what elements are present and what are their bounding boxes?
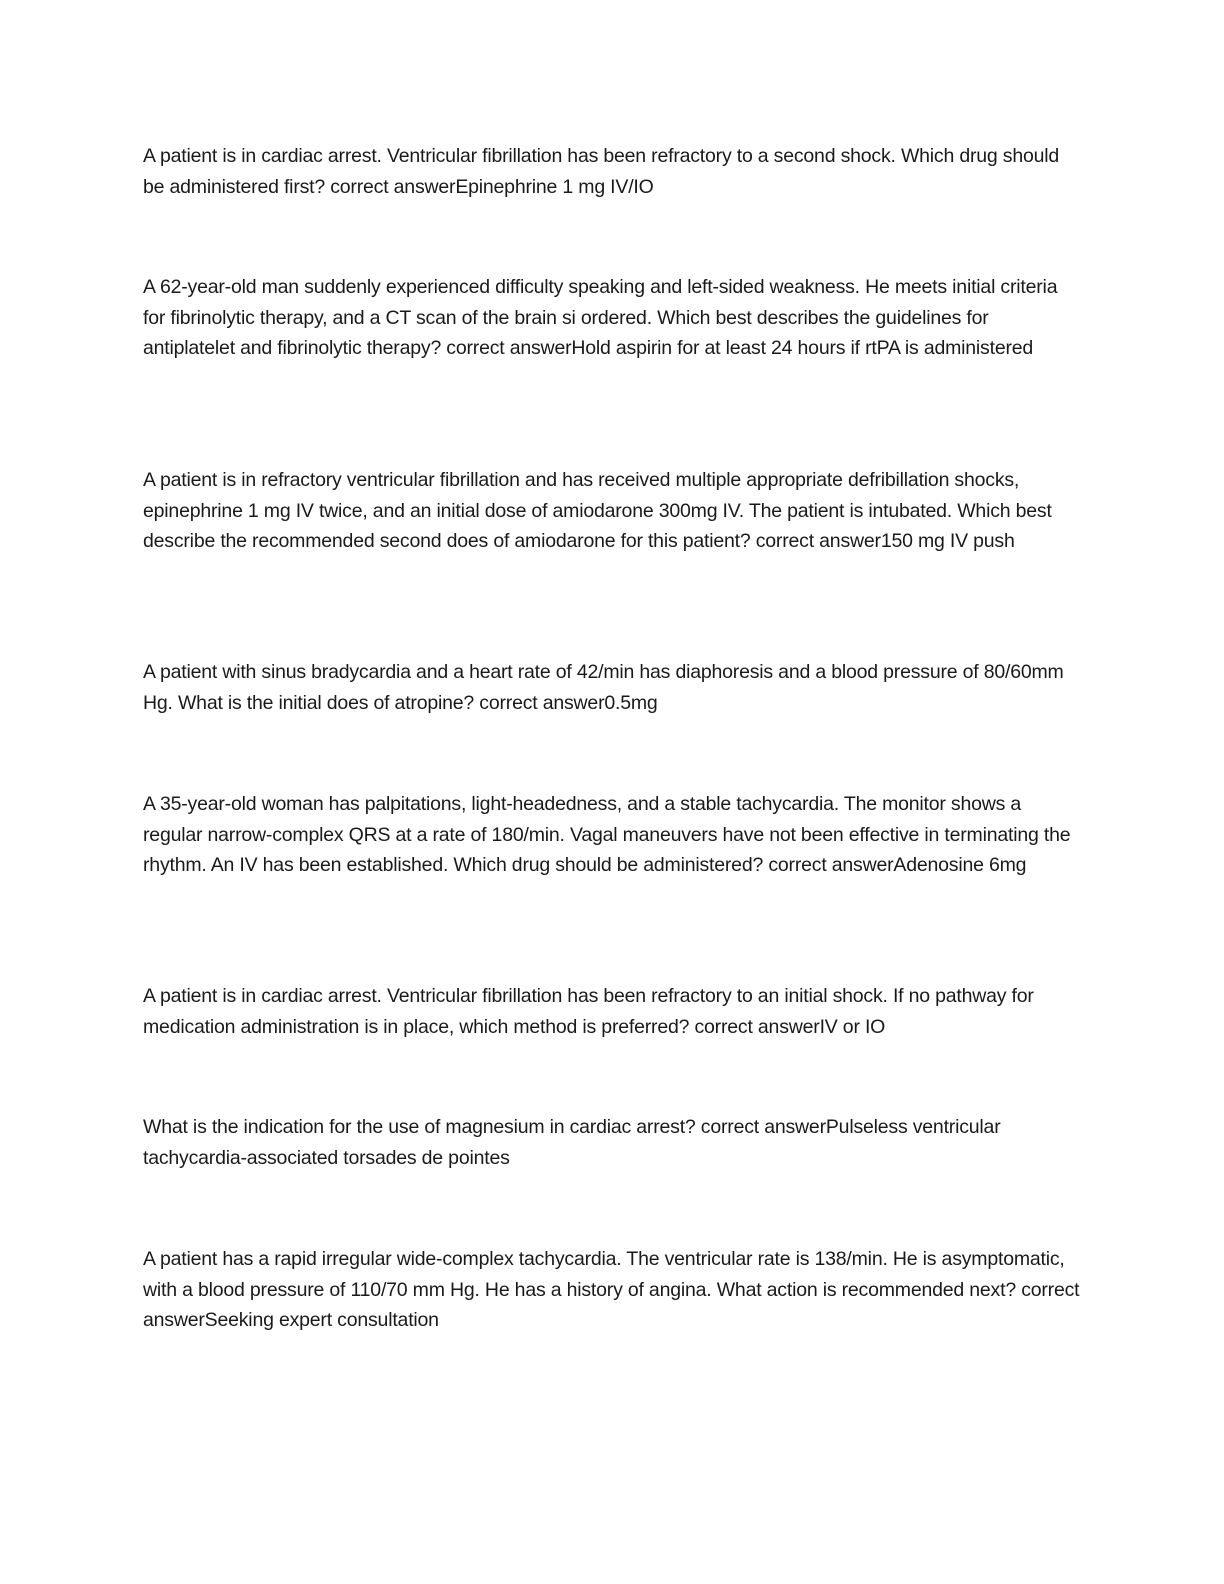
- qa-entry: A patient is in cardiac arrest. Ventricular fibrillation has been refractory to an initial shock. If no pathway for medication administration is in place, which method is preferred? correct answerIV or IO: [143, 985, 1034, 1038]
- qa-entry: A patient with sinus bradycardia and a heart rate of 42/min has diaphoresis and a blood pressure of 80/60mm Hg. What is the initial does of atropine? correct answer0.5mg: [143, 661, 1064, 714]
- qa-entry: A patient is in refractory ventricular fibrillation and has received multiple appropriate defribillation shocks, epinephrine 1 mg IV twice, and an initial dose of amiodarone 300mg IV. The patient is intubated. Which best describe the recommended second does of amiodarone for this patient? correct answer150 mg IV push: [143, 469, 1052, 553]
- qa-entry: A patient has a rapid irregular wide-complex tachycardia. The ventricular rate is 138/min. He is asymptomatic, with a blood pressure of 110/70 mm Hg. He has a history of angina. What action is recommended next? correct answerSeeking expert consultation: [143, 1248, 1080, 1332]
- qa-entry: A 62-year-old man suddenly experienced difficulty speaking and left-sided weakness. He meets initial criteria for fibrinolytic therapy, and a CT scan of the brain si ordered. Which best describes the guidelines for antiplatelet and fibrinolytic therapy? correct answerHold aspirin for at least 24 hours if rtPA is administered: [143, 276, 1058, 360]
- qa-entry: What is the indication for the use of magnesium in cardiac arrest? correct answerPulseless ventricular tachycardia-associated torsades de pointes: [143, 1116, 1001, 1169]
- qa-entry: A patient is in cardiac arrest. Ventricular fibrillation has been refractory to a second shock. Which drug should be administered first? correct answerEpinephrine 1 mg IV/IO: [143, 145, 1060, 198]
- qa-entry: A 35-year-old woman has palpitations, light-headedness, and a stable tachycardia. The monitor shows a regular narrow-complex QRS at a rate of 180/min. Vagal maneuvers have not been effective in terminating the rhythm. An IV has been established. Which drug should be administered? correct answerAdenosine 6mg: [143, 793, 1071, 877]
